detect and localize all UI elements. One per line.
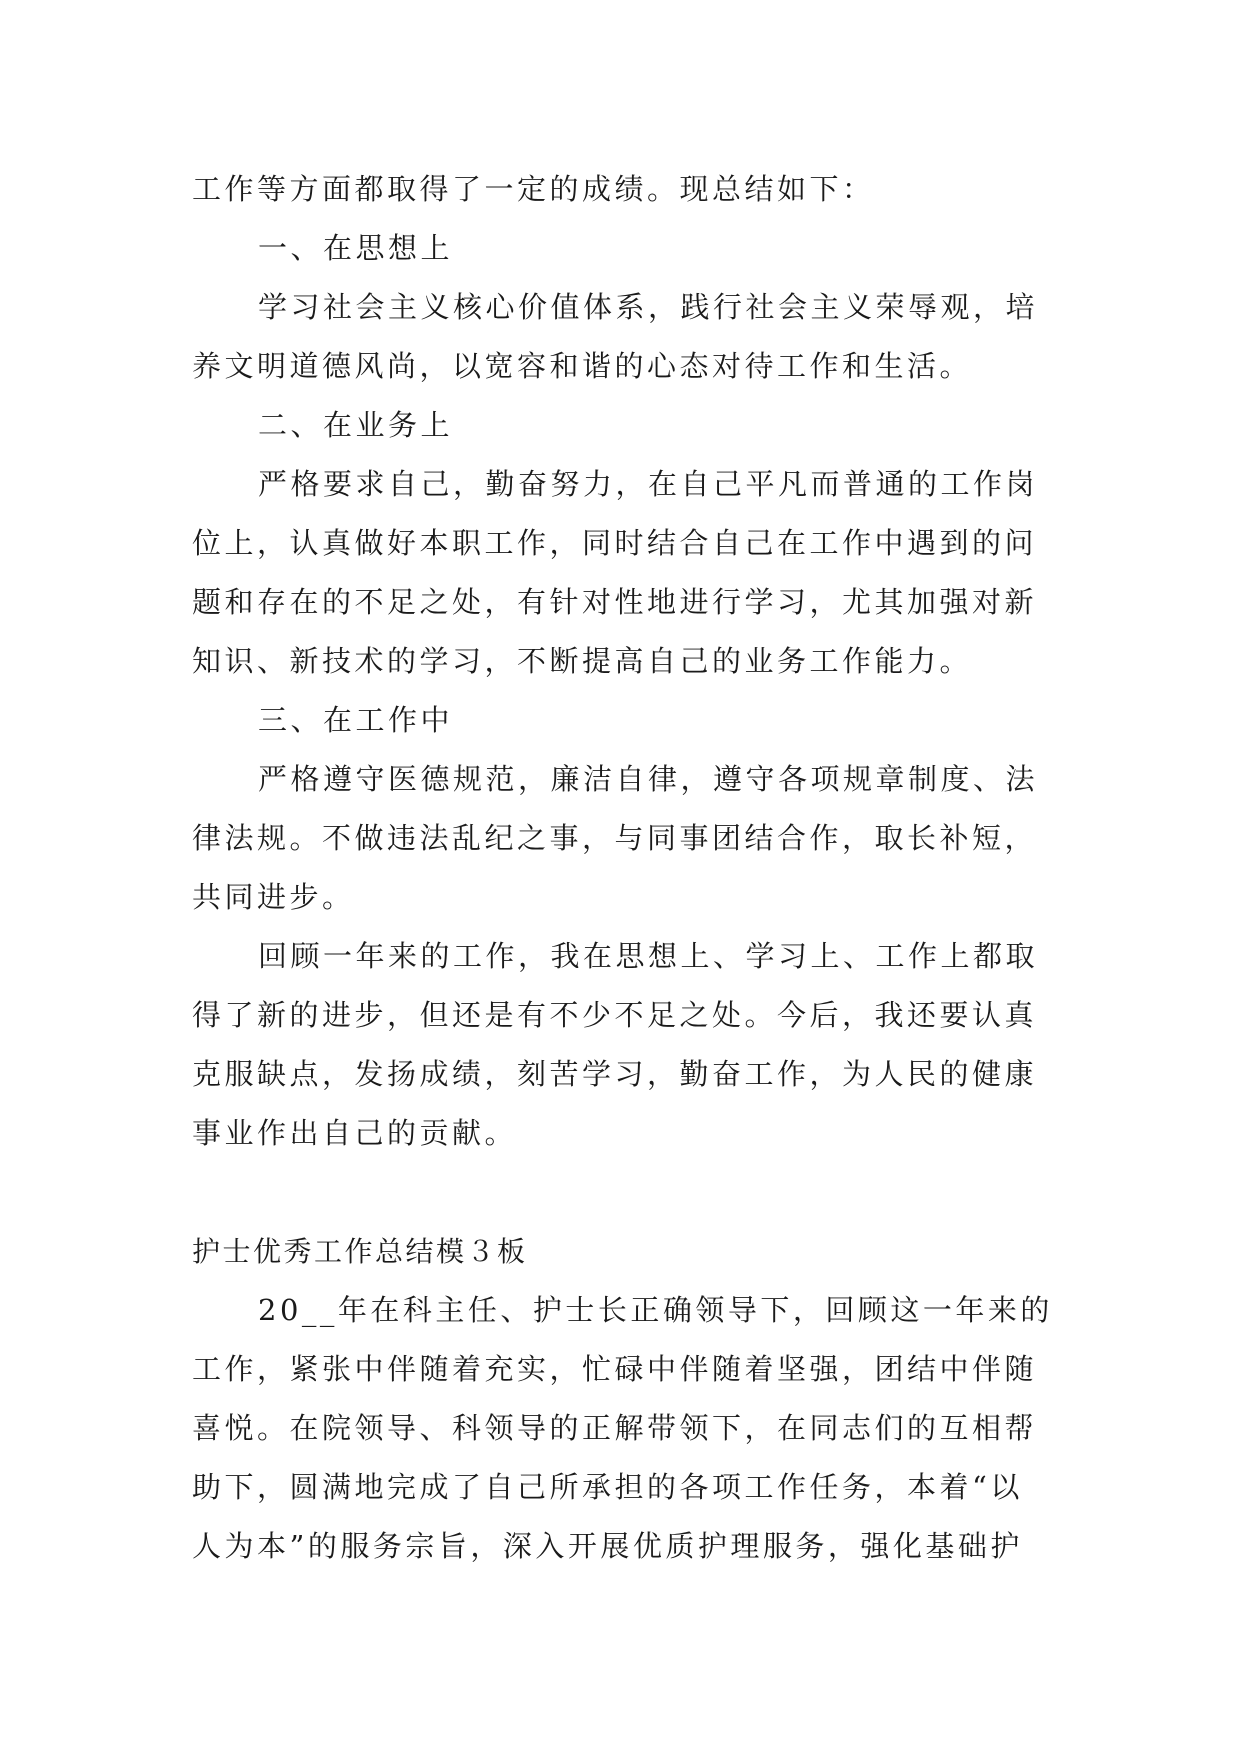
text-line: 喜悦。在院领导、科领导的正解带领下，在同志们的互相帮: [192, 1411, 1038, 1445]
text-line: 题和存在的不足之处，有针对性地进行学习，尤其加强对新: [192, 585, 1038, 619]
text-line: 学习社会主义核心价值体系，践行社会主义荣辱观，培: [258, 290, 1039, 324]
text-line: 共同进步。: [192, 880, 355, 914]
text-line: 克服缺点，发扬成绩，刻苦学习，勤奋工作，为人民的健康: [192, 1057, 1038, 1091]
heading-work: 三、在工作中: [258, 703, 454, 737]
text-line: 事业作出自己的贡献。: [192, 1116, 518, 1150]
text-line: 知识、新技术的学习，不断提高自己的业务工作能力。: [192, 644, 973, 678]
text-line: 工作，紧张中伴随着充实，忙碌中伴随着坚强，团结中伴随: [192, 1352, 1038, 1386]
text-line: 律法规。不做违法乱纪之事，与同事团结合作，取长补短，: [192, 821, 1038, 855]
text-line: 20__年在科主任、护士长正确领导下，回顾这一年来的: [258, 1293, 1053, 1327]
text-line: 工作等方面都取得了一定的成绩。现总结如下：: [192, 172, 875, 206]
text-line: 严格遵守医德规范，廉洁自律，遵守各项规章制度、法: [258, 762, 1039, 796]
text-line: 严格要求自己，勤奋努力，在自己平凡而普通的工作岗: [258, 467, 1039, 501]
text-line: 位上，认真做好本职工作，同时结合自己在工作中遇到的问: [192, 526, 1038, 560]
text-line: 得了新的进步，但还是有不少不足之处。今后，我还要认真: [192, 998, 1038, 1032]
heading-ideology: 一、在思想上: [258, 231, 454, 265]
text-line: 回顾一年来的工作，我在思想上、学习上、工作上都取: [258, 939, 1039, 973]
heading-business: 二、在业务上: [258, 408, 454, 442]
text-line: 人为本”的服务宗旨，深入开展优质护理服务，强化基础护: [192, 1529, 1023, 1563]
document-body: [192, 160, 1072, 1576]
section-title: 护士优秀工作总结模３板: [192, 1235, 528, 1268]
paragraph-gap: [192, 1163, 1072, 1222]
text-line: 助下，圆满地完成了自己所承担的各项工作任务，本着“以: [192, 1470, 1023, 1504]
text-line: 养文明道德风尚，以宽容和谐的心态对待工作和生活。: [192, 349, 973, 383]
